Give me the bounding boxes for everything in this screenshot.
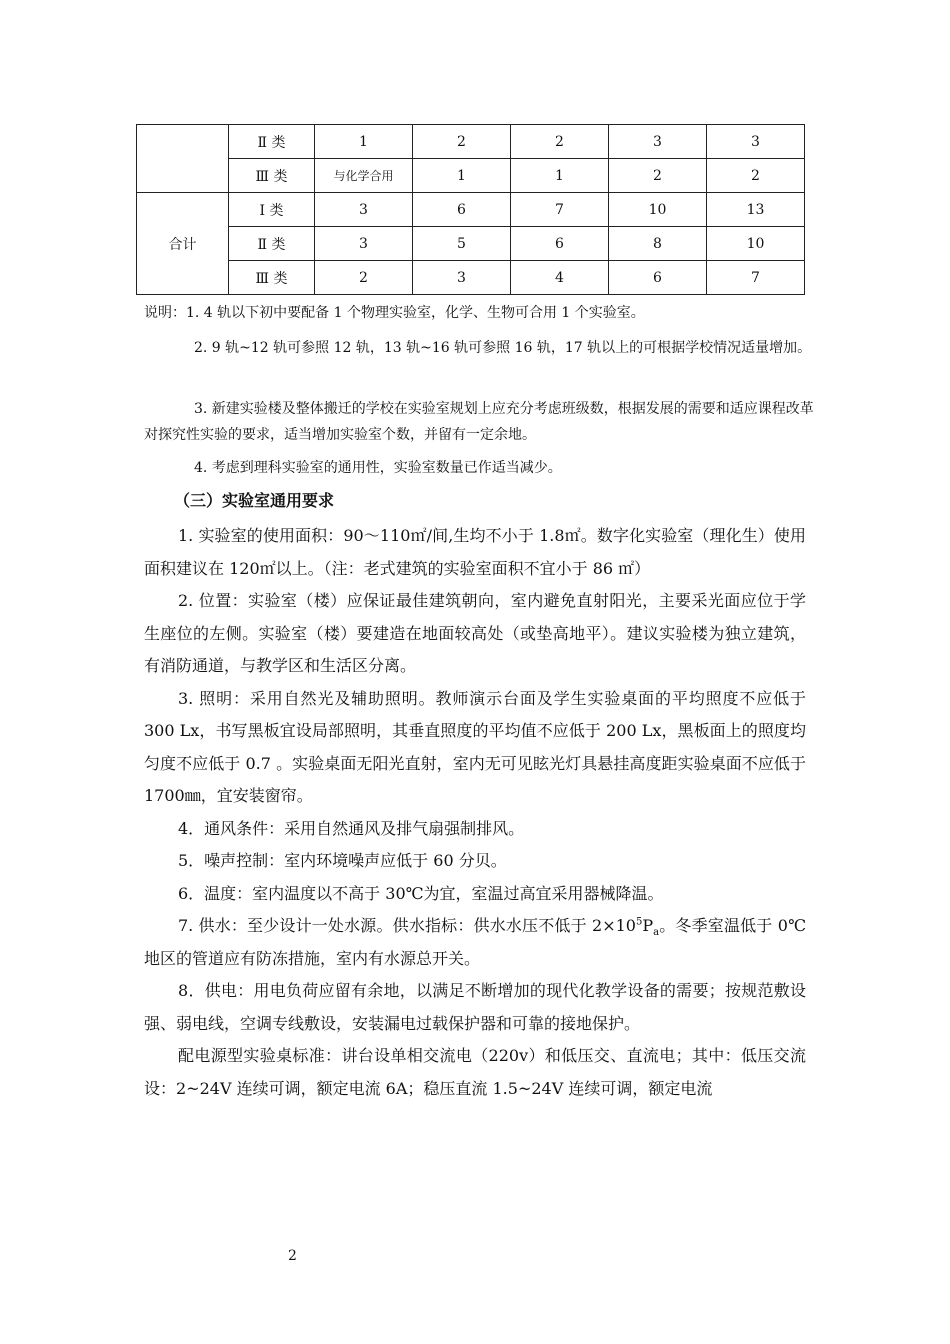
value-cell: 与化学合用 <box>315 159 413 193</box>
text-run: P <box>642 916 654 935</box>
table-row <box>137 227 805 261</box>
table-row <box>137 261 805 295</box>
value-cell: 4 <box>511 261 609 295</box>
subscript: a <box>653 927 660 939</box>
page-number: 2 <box>288 1248 297 1264</box>
note-1 <box>144 300 814 326</box>
value-cell: 13 <box>707 193 805 227</box>
value-cell: 7 <box>511 193 609 227</box>
table-row <box>137 125 805 159</box>
value-cell: 10 <box>609 193 707 227</box>
value-cell: 3 <box>707 125 805 159</box>
note-3 <box>144 396 814 448</box>
note-2 <box>144 335 814 361</box>
value-cell: 6 <box>511 227 609 261</box>
paragraph-ventilation: 4．通风条件：采用自然通风及排气扇强制排风。 <box>178 818 525 838</box>
class-cell: Ⅱ 类 <box>229 125 315 159</box>
value-cell: 2 <box>511 125 609 159</box>
table-row <box>137 159 805 193</box>
value-cell: 5 <box>413 227 511 261</box>
lab-count-table <box>136 124 805 295</box>
value-cell: 3 <box>315 193 413 227</box>
body-text <box>144 520 806 1105</box>
paragraph-water <box>144 910 806 975</box>
value-cell: 6 <box>413 193 511 227</box>
value-cell: 2 <box>315 261 413 295</box>
value-cell: 6 <box>609 261 707 295</box>
paragraph-power-desk: 配电源型实验桌标准：讲台设单相交流电（220v）和低压交、直流电；其中：低压交流设：2~24V 连续可调，额定电流 6A；稳压直流 1.5~24V 连续可调，额定电流 <box>144 1046 806 1098</box>
note-4 <box>144 455 814 481</box>
text-run: 。冬季室温低于 0℃地区的管道应有防冻措施，室内有水源总开关。 <box>144 916 807 968</box>
paragraph-lighting: 3. 照明：采用自然光及辅助照明。教师演示台面及学生实验桌面的平均照度不应低于 300 Lx，书写黑板宜设局部照明，其垂直照度的平均值不应低于 200 Lx，黑板面上的照度均匀度不应低于 0.7 。实验桌面无阳光直射，室内无可见眩光灯具悬挂高度距实验桌面不应低于 1700㎜，宜安装窗帘。 <box>144 688 806 805</box>
superscript: 5 <box>635 916 643 928</box>
class-cell: Ⅲ 类 <box>229 261 315 295</box>
value-cell: 2 <box>609 159 707 193</box>
paragraph-location: 2. 位置：实验室（楼）应保证最佳建筑朝向，室内避免直射阳光，主要采光面应位于学生座位的左侧。实验室（楼）要建造在地面较高处（或垫高地平）。建议实验楼为独立建筑，有消防通道，与教学区和生活区分离。 <box>144 591 806 675</box>
paragraph-temperature: 6．温度：室内温度以不高于 30℃为宜，室温过高宜采用器械降温。 <box>178 883 664 903</box>
paragraph-power: 8．供电：用电负荷应留有余地，以满足不断增加的现代化教学设备的需要；按规范敷设强、弱电线，空调专线敷设，安装漏电过载保护器和可靠的接地保护。 <box>144 981 806 1033</box>
paragraph-noise: 5．噪声控制：室内环境噪声应低于 60 分贝。 <box>178 851 507 870</box>
class-cell: Ⅱ 类 <box>229 227 315 261</box>
value-cell: 2 <box>707 159 805 193</box>
paragraph-area: 1. 实验室的使用面积：90～110㎡/间,生均不小于 1.8㎡。数字化实验室（理化生）使用面积建议在 120㎡以上。（注：老式建筑的实验室面积不宜小于 86 ㎡） <box>144 526 806 578</box>
note-text: 说明：1. 4 轨以下初中要配备 1 个物理实验室，化学、生物可合用 1 个实验室。 <box>144 305 645 321</box>
group-cell: 合计 <box>137 193 229 295</box>
text-run: 7. 供水：至少设计一处水源。供水指标：供水水压不低于 2×10 <box>178 916 636 935</box>
table-row <box>137 193 805 227</box>
value-cell: 3 <box>315 227 413 261</box>
note-text: 2. 9 轨~12 轨可参照 12 轨，13 轨~16 轨可参照 16 轨，17 轨以上的可根据学校情况适量增加。 <box>194 340 812 356</box>
note-text: 3. 新建实验楼及整体搬迁的学校在实验室规划上应充分考虑班级数，根据发展的需要和适应课程改革对探究性实验的要求，适当增加实验室个数，并留有一定余地。 <box>144 401 814 443</box>
value-cell: 10 <box>707 227 805 261</box>
value-cell: 1 <box>315 125 413 159</box>
value-cell: 3 <box>609 125 707 159</box>
value-cell: 2 <box>413 125 511 159</box>
value-cell: 8 <box>609 227 707 261</box>
value-cell: 7 <box>707 261 805 295</box>
section-title: （三）实验室通用要求 <box>174 491 335 510</box>
group-cell <box>137 125 229 193</box>
value-cell: 3 <box>413 261 511 295</box>
note-text: 4. 考虑到理科实验室的通用性，实验室数量已作适当减少。 <box>194 460 562 476</box>
value-cell: 1 <box>413 159 511 193</box>
class-cell: Ⅲ 类 <box>229 159 315 193</box>
class-cell: Ⅰ 类 <box>229 193 315 227</box>
value-cell: 1 <box>511 159 609 193</box>
